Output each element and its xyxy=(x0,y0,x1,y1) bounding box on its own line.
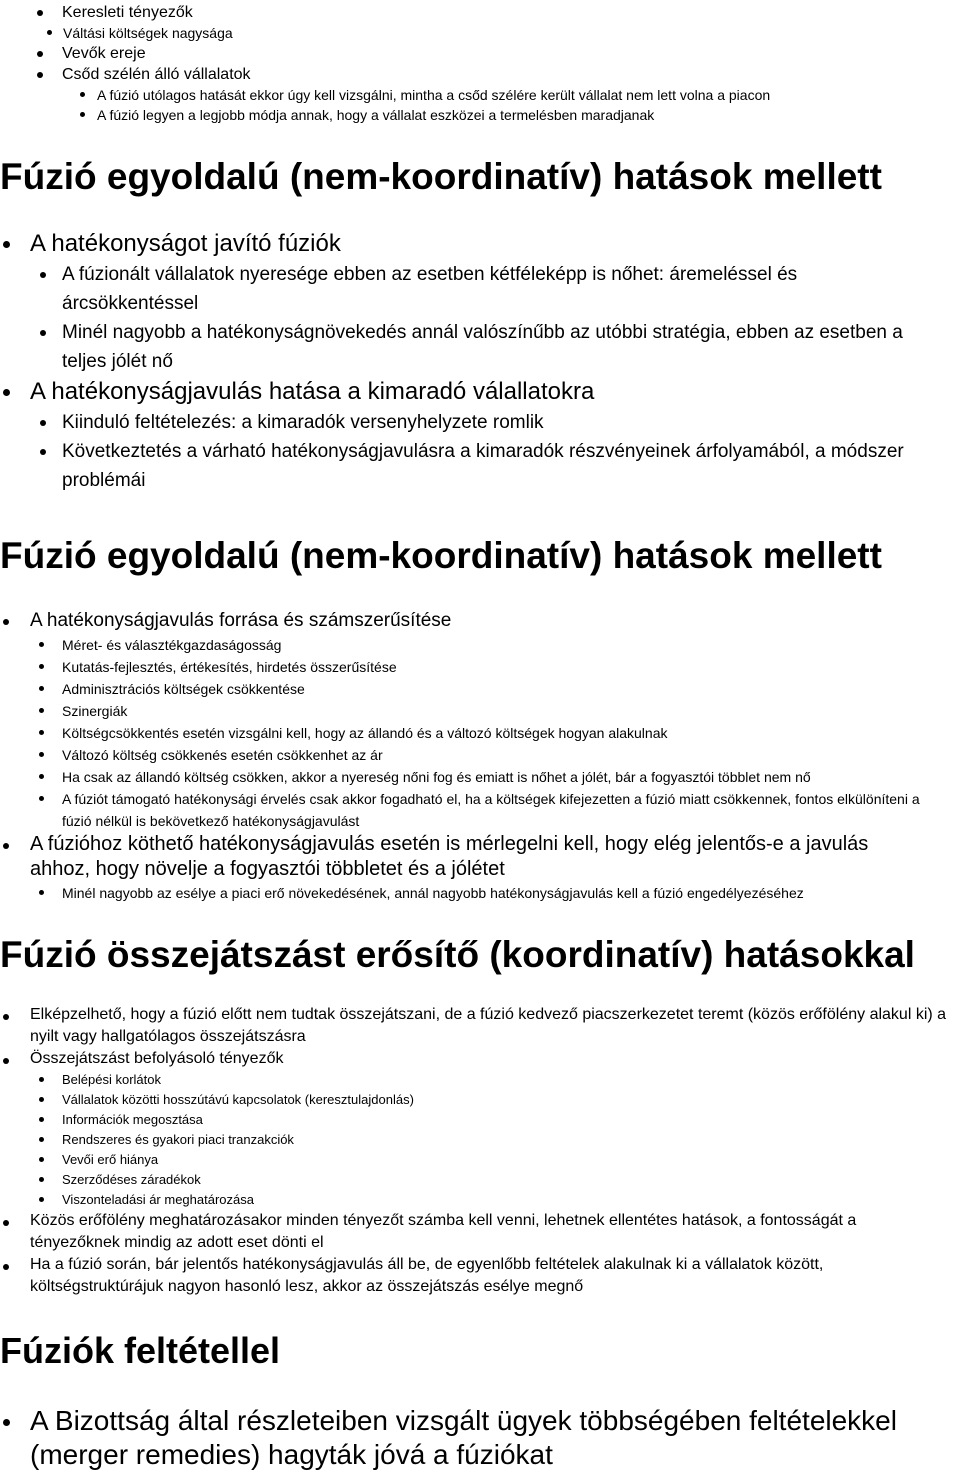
bullet-list xyxy=(0,1004,960,1298)
list-item-text: Keresleti tényezők xyxy=(62,4,193,21)
sub-list-item: Ha csak az állandó költség csökken, akkor a nyereség nőni fog és emiatt is nőhet a jólét, bár a fogyasztói többlet nem nő xyxy=(0,766,942,788)
sub-list-item: Kiinduló feltételezés: a kimaradók versenyhelyzete romlik xyxy=(0,408,922,437)
sub-list-item: A fúzió utólagos hatását ekkor úgy kell vizsgálni, mintha a csőd szélére került vállalat nem lett volna a piacon xyxy=(0,85,960,105)
sub-list-item: Vevői erő hiánya xyxy=(0,1150,950,1170)
sub-list-item: Költségcsökkentés esetén vizsgálni kell, hogy az állandó és a változó költségek hogyan alakulnak xyxy=(0,722,942,744)
section-demand-factors xyxy=(0,2,960,125)
list-item xyxy=(0,1254,950,1298)
list-item-text: Ha a fúzió során, bár jelentős hatékonyságjavulás áll be, de egyenlőbb feltételek alakulnak ki a vállalatok között, költségstruktúrájuk nagyon hasonló lesz, akkor az összejátszás esélye megnő xyxy=(30,1256,824,1295)
sub-bullet-list xyxy=(30,1070,950,1210)
sub-list-item: A fúzionált vállalatok nyeresége ebben az esetben kétféleképp is nőhet: áremeléssel és árcsökkentéssel xyxy=(0,260,922,318)
list-item-text: Elképzelhető, hogy a fúzió előtt nem tudtak összejátszani, de a fúzió kedvező piacszerkezetet teremt (közös erőfölény alakul ki) a nyilt vagy hallgatólagos összejátszásra xyxy=(30,1006,947,1045)
bullet-list xyxy=(0,228,960,495)
sub-bullet-list xyxy=(62,85,960,125)
sub-list-item: Minél nagyobb a hatékonyságnövekedés annál valószínűbb az utóbbi stratégia, ebben az esetben a teljes jólét nő xyxy=(0,318,922,376)
sub-bullet-list xyxy=(62,23,960,43)
section-heading: Fúziók feltétellel xyxy=(0,1330,281,1371)
sub-list-item: Szinergiák xyxy=(0,700,942,722)
sub-list-item: Viszonteladási ár meghatározása xyxy=(0,1190,950,1210)
section-efficiency-sources xyxy=(0,608,960,904)
list-item xyxy=(0,376,960,495)
sub-list-item: Minél nagyobb az esélye a piaci erő növekedésének, annál nagyobb hatékonyságjavulás kell a fúzió engedélyezéséhez xyxy=(0,882,942,904)
sub-list-item: Rendszeres és gyakori piaci tranzakciók xyxy=(0,1130,950,1150)
list-item-text: Vevők ereje xyxy=(62,45,146,62)
list-item xyxy=(0,1404,960,1472)
sub-list-item: Következtetés a várható hatékonyságjavulásra a kimaradók részvényeinek árfolyamából, a módszer problémái xyxy=(0,437,922,495)
sub-list-item: A fúziót támogató hatékonysági érvelés csak akkor fogadható el, ha a költségek kifejezetten a fúzió miatt csökkennek, fontos elkülöníteni a fúzió nélkül is bekövetkező hatékonyságjavulást xyxy=(0,788,942,832)
sub-list-item: A fúzió legyen a legjobb módja annak, hogy a vállalat eszközei a termelésben maradjanak xyxy=(0,105,960,125)
list-item xyxy=(0,64,960,125)
section-heading: Fúzió egyoldalú (nem-koordinatív) hatások mellett xyxy=(0,156,882,197)
section-heading: Fúzió összejátszást erősítő (koordinatív) hatásokkal xyxy=(0,934,915,975)
list-item-text: Közös erőfölény meghatározásakor minden tényezőt számba kell venni, lehetnek ellentétes hatások, a fontosságát a tényezőknek mindig az adott eset dönti el xyxy=(30,1212,857,1251)
sub-list-item: Méret- és választékgazdaságosság xyxy=(0,634,942,656)
list-item-text: Összejátszást befolyásoló tényezők xyxy=(30,1050,284,1067)
list-item-text: A hatékonyságot javító fúziók xyxy=(30,230,341,257)
list-item xyxy=(0,1048,950,1210)
section-heading: Fúzió egyoldalú (nem-koordinatív) hatások mellett xyxy=(0,535,882,576)
section-coordinated-effects xyxy=(0,1004,960,1298)
bullet-list xyxy=(0,2,960,125)
sub-list-item: Váltási költségek nagysága xyxy=(0,23,960,43)
sub-list-item: Vállalatok közötti hosszútávú kapcsolatok (keresztulajdonlás) xyxy=(0,1090,950,1110)
sub-list-item: Változó költség csökkenés esetén csökkenhet az ár xyxy=(0,744,942,766)
sub-list-item: Belépési korlátok xyxy=(0,1070,950,1090)
bullet-list xyxy=(0,1404,960,1472)
section-conditional-mergers xyxy=(0,1404,960,1472)
bullet-list xyxy=(0,608,960,904)
list-item xyxy=(0,43,960,64)
list-item-text: Csőd szélén álló vállalatok xyxy=(62,66,251,83)
list-item xyxy=(0,832,930,904)
list-item xyxy=(0,1210,950,1254)
sub-list-item: Kutatás-fejlesztés, értékesítés, hirdetés összerűsítése xyxy=(0,656,942,678)
list-item-text: A Bizottság által részleteiben vizsgált ügyek többségében feltételekkel (merger remedies) hagyták jóvá a fúziókat xyxy=(30,1405,897,1470)
sub-list-item: Információk megosztása xyxy=(0,1110,950,1130)
list-item xyxy=(0,228,960,376)
list-item-text: A fúzióhoz köthető hatékonyságjavulás esetén is mérlegelni kell, hogy elég jelentős-e a javulás ahhoz, hogy növelje a fogyasztói többletet és a jólétet xyxy=(30,833,869,880)
sub-list-item: Adminisztrációs költségek csökkentése xyxy=(0,678,942,700)
sub-bullet-list xyxy=(30,408,960,495)
sub-list-item: Szerződéses záradékok xyxy=(0,1170,950,1190)
list-item-text: A hatékonyságjavulás hatása a kimaradó válallatokra xyxy=(30,378,595,405)
sub-bullet-list xyxy=(30,260,960,376)
sub-bullet-list xyxy=(30,882,930,904)
section-efficiency xyxy=(0,228,960,495)
list-item xyxy=(0,2,960,43)
list-item xyxy=(0,608,960,832)
list-item xyxy=(0,1004,950,1048)
sub-bullet-list xyxy=(30,634,960,832)
list-item-text: A hatékonyságjavulás forrása és számszerűsítése xyxy=(30,610,452,631)
